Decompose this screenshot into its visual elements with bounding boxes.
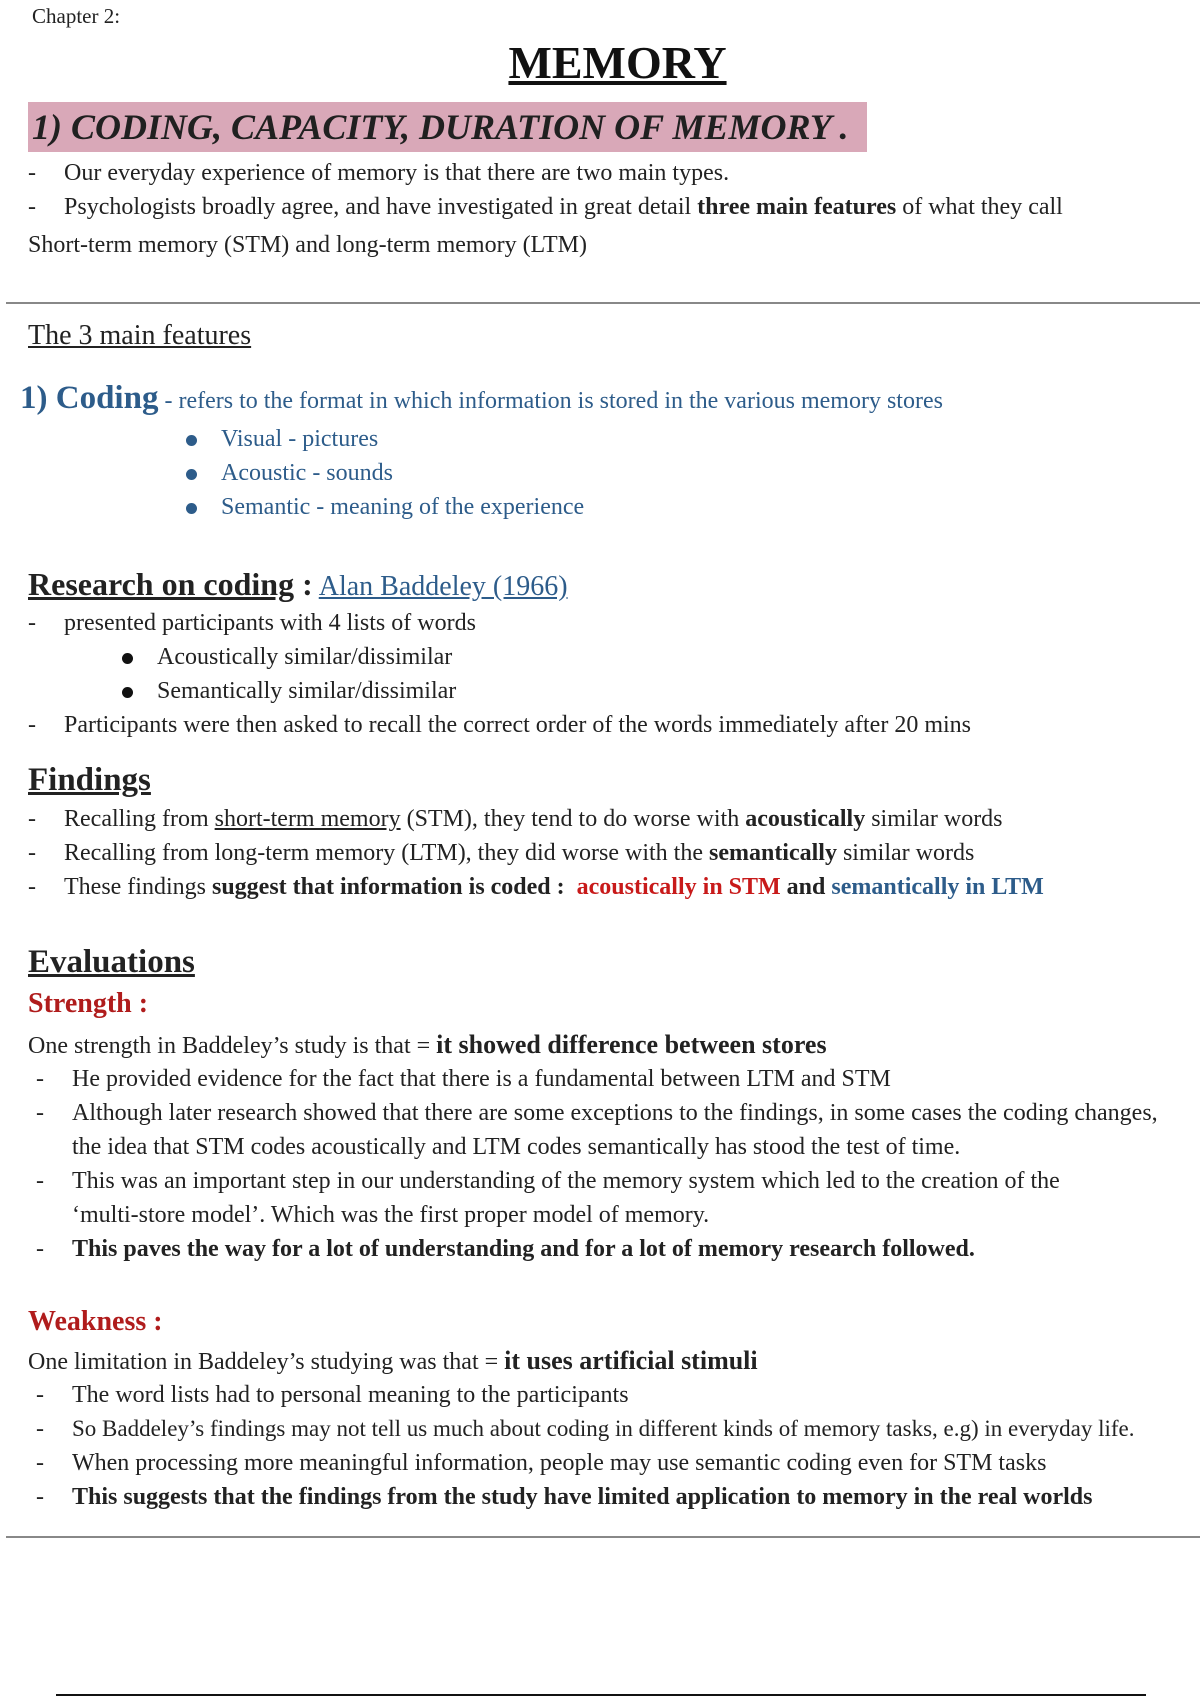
coding-definition: - refers to the format in which information is stored in the various memory stores — [158, 388, 943, 414]
bullet-icon — [186, 469, 197, 480]
findings-heading: Findings — [28, 762, 151, 798]
coding-title: 1) Coding — [20, 380, 159, 416]
page-title: MEMORY — [508, 37, 727, 88]
intro-text: Psychologists broadly agree, and have investigated in great detail — [64, 194, 698, 220]
research-heading — [28, 566, 568, 603]
coding-bullet-semantic — [186, 494, 584, 521]
finding-1 — [64, 806, 1003, 833]
dash-marker: - — [36, 1100, 44, 1126]
finding-text: and — [780, 874, 832, 900]
intro-emphasis: three main features — [697, 194, 897, 220]
dash-marker: - — [36, 1382, 44, 1408]
coding-bullet-visual — [186, 426, 378, 453]
intro-line-3: Short-term memory (STM) and long-term memory (LTM) — [28, 232, 588, 258]
dash-marker: - — [28, 610, 36, 636]
finding-ltm-coding: semantically in LTM — [831, 874, 1044, 900]
research-bullet-1 — [122, 644, 452, 671]
strength-point-3a: This was an important step in our understanding of the memory system which led to the creation of the — [72, 1168, 1060, 1194]
weakness-point-4: This suggests that the findings from the study have limited application to memory in the real worlds — [72, 1484, 1093, 1510]
finding-emphasis: acoustically — [745, 806, 866, 832]
weakness-point-3: When processing more meaningful information, people may use semantic coding even for STM tasks — [72, 1450, 1047, 1476]
weakness-point-2: So Baddeley’s findings may not tell us much about coding in different kinds of memory tasks, e.g) in everyday life. — [72, 1416, 1135, 1441]
research-title: Research on coding — [28, 566, 295, 602]
strength-claim: it showed difference between stores — [436, 1030, 827, 1059]
finding-emphasis: suggest that information is coded : — [211, 874, 565, 900]
bullet-icon — [186, 435, 197, 446]
dash-marker: - — [36, 1416, 44, 1442]
finding-2 — [64, 840, 974, 867]
research-line-2: Participants were then asked to recall the correct order of the words immediately after 20 mins — [64, 712, 971, 738]
divider — [6, 1536, 1200, 1538]
finding-stm-coding: acoustically in STM — [576, 874, 781, 900]
finding-text: short-term memory — [214, 806, 401, 832]
dash-marker: - — [28, 806, 36, 832]
weakness-intro-text: One limitation in Baddeley’s studying was that = — [28, 1349, 505, 1375]
weakness-claim: it uses artificial stimuli — [504, 1346, 758, 1375]
research-line-1: presented participants with 4 lists of words — [64, 610, 476, 636]
intro-text: of what they call — [896, 194, 1063, 220]
finding-text: Recalling from — [64, 806, 215, 832]
weakness-intro — [28, 1346, 758, 1376]
finding-text: (STM), they tend to do worse with — [400, 806, 746, 832]
intro-line-1: Our everyday experience of memory is that there are two main types. — [64, 160, 730, 186]
dash-marker: - — [28, 874, 36, 900]
dash-marker: - — [28, 194, 36, 220]
baddeley-link[interactable]: Alan Baddeley (1966) — [318, 571, 568, 602]
dash-marker: - — [36, 1484, 44, 1510]
bullet-text: Visual - pictures — [221, 426, 379, 452]
bullet-text: Acoustic - sounds — [221, 460, 393, 486]
chapter-label: Chapter 2: — [32, 4, 121, 28]
strength-point-3b: ‘multi-store model’. Which was the first proper model of memory. — [72, 1202, 710, 1228]
strength-label: Strength : — [28, 988, 149, 1019]
dash-marker: - — [36, 1066, 44, 1092]
dash-marker: - — [28, 160, 36, 186]
dash-marker: - — [36, 1236, 44, 1262]
section-heading: 1) CODING, CAPACITY, DURATION OF MEMORY . — [28, 102, 867, 152]
finding-3 — [64, 874, 1044, 901]
strength-point-1: He provided evidence for the fact that there is a fundamental between LTM and STM — [72, 1066, 891, 1092]
bullet-icon — [186, 503, 197, 514]
footer-rule — [56, 1694, 1146, 1696]
coding-bullet-acoustic — [186, 460, 393, 487]
bullet-icon — [122, 687, 133, 698]
strength-point-2a: Although later research showed that there are some exceptions to the findings, in some cases the coding changes, — [72, 1100, 1158, 1126]
research-colon: : — [294, 566, 313, 602]
finding-text: These findings — [64, 874, 212, 900]
strength-intro-text: One strength in Baddeley’s study is that = — [28, 1033, 437, 1059]
dash-marker: - — [36, 1450, 44, 1476]
bullet-text: Semantically similar/dissimilar — [157, 678, 457, 704]
bullet-icon — [122, 653, 133, 664]
dash-marker: - — [28, 840, 36, 866]
bullet-text: Semantic - meaning of the experience — [221, 494, 585, 520]
dash-marker: - — [36, 1168, 44, 1194]
intro-line-2 — [64, 194, 1063, 221]
weakness-label: Weakness : — [28, 1306, 163, 1337]
strength-intro — [28, 1030, 827, 1060]
weakness-point-1: The word lists had to personal meaning to the participants — [72, 1382, 629, 1408]
coding-heading — [20, 380, 943, 417]
strength-point-4: This paves the way for a lot of understanding and for a lot of memory research followed. — [72, 1236, 975, 1262]
divider — [6, 302, 1200, 304]
features-heading: The 3 main features — [28, 320, 252, 351]
dash-marker: - — [28, 712, 36, 738]
finding-text: similar words — [865, 806, 1003, 832]
evaluations-heading: Evaluations — [28, 944, 195, 980]
strength-point-2b: the idea that STM codes acoustically and LTM codes semantically has stood the test of time. — [72, 1134, 961, 1160]
finding-emphasis: semantically — [708, 840, 837, 866]
bullet-text: Acoustically similar/dissimilar — [157, 644, 453, 670]
finding-text: similar words — [836, 840, 975, 866]
finding-text: Recalling from long-term memory (LTM), they did worse with the — [64, 840, 709, 866]
research-bullet-2 — [122, 678, 456, 705]
